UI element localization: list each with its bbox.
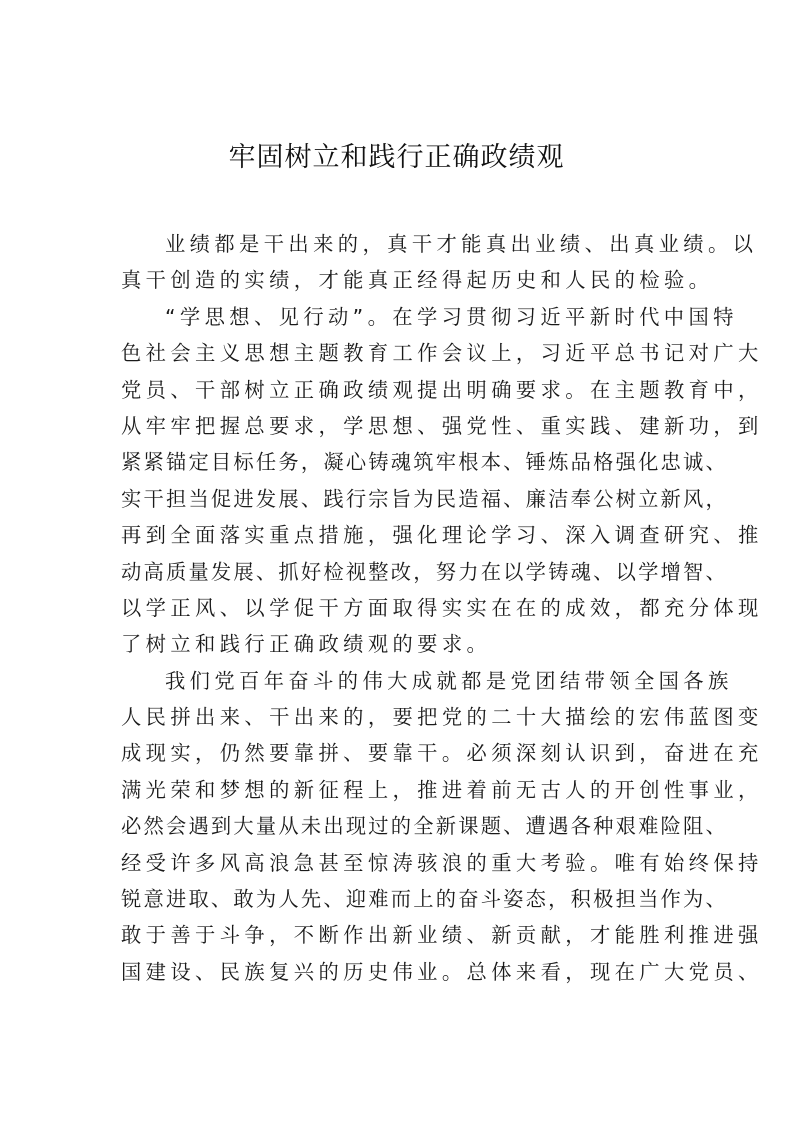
text-line: 业绩都是干出来的，真干才能真出业绩、出真业绩。以 — [165, 232, 758, 256]
text-line: 再到全面落实重点措施，强化理论学习、深入调查研究、推 — [121, 523, 763, 548]
text-line: “学思想、见行动”。在学习贯彻习近平新时代中国特 — [165, 304, 738, 329]
text-line: 国建设、民族复兴的历史伟业。总体来看，现在广大党员、 — [121, 959, 763, 984]
paragraph — [121, 299, 763, 663]
text-line: 了树立和践行正确政绩观的要求。 — [121, 632, 492, 657]
text-line: 实干担当促进发展、践行宗旨为民造福、廉洁奉公树立新风， — [121, 486, 728, 511]
text-line: 从牢牢把握总要求，学思想、强党性、重实践、建新功，到 — [121, 413, 763, 438]
document-title: 牢固树立和践行正确政绩观 — [228, 142, 565, 173]
paragraph — [121, 226, 758, 299]
text-line: 真干创造的实绩，才能真正经得起历史和人民的检验。 — [121, 268, 714, 293]
text-line: 党员、干部树立正确政绩观提出明确要求。在主题教育中， — [121, 377, 763, 402]
text-line: 敢于善于斗争，不断作出新业绩、新贡献，才能胜利推进强 — [121, 923, 763, 948]
text-line: 以学正风、以学促干方面取得实实在在的成效，都充分体现 — [121, 595, 763, 620]
text-line: 成现实，仍然要靠拼、要靠干。必须深刻认识到，奋进在充 — [121, 741, 763, 766]
text-line: 锐意进取、敢为人先、迎难而上的奋斗姿态，积极担当作为、 — [121, 887, 728, 912]
text-line: 必然会遇到大量从未出现过的全新课题、遭遇各种艰难险阻、 — [121, 814, 728, 839]
text-line: 色社会主义思想主题教育工作会议上，习近平总书记对广大 — [121, 341, 763, 366]
text-line: 人民拼出来、干出来的，要把党的二十大描绘的宏伟蓝图变 — [121, 705, 763, 730]
document-body — [121, 226, 763, 990]
text-line: 经受许多风高浪急甚至惊涛骇浪的重大考验。唯有始终保持 — [121, 850, 763, 875]
text-line: 满光荣和梦想的新征程上，推进着前无古人的开创性事业， — [121, 777, 763, 802]
text-line: 我们党百年奋斗的伟大成就都是党团结带领全国各族 — [165, 668, 733, 693]
text-line: 紧紧锚定目标任务，凝心铸魂筑牢根本、锤炼品格强化忠诚、 — [121, 450, 728, 475]
paragraph — [121, 663, 763, 991]
text-line: 动高质量发展、抓好检视整改，努力在以学铸魂、以学增智、 — [121, 559, 728, 584]
